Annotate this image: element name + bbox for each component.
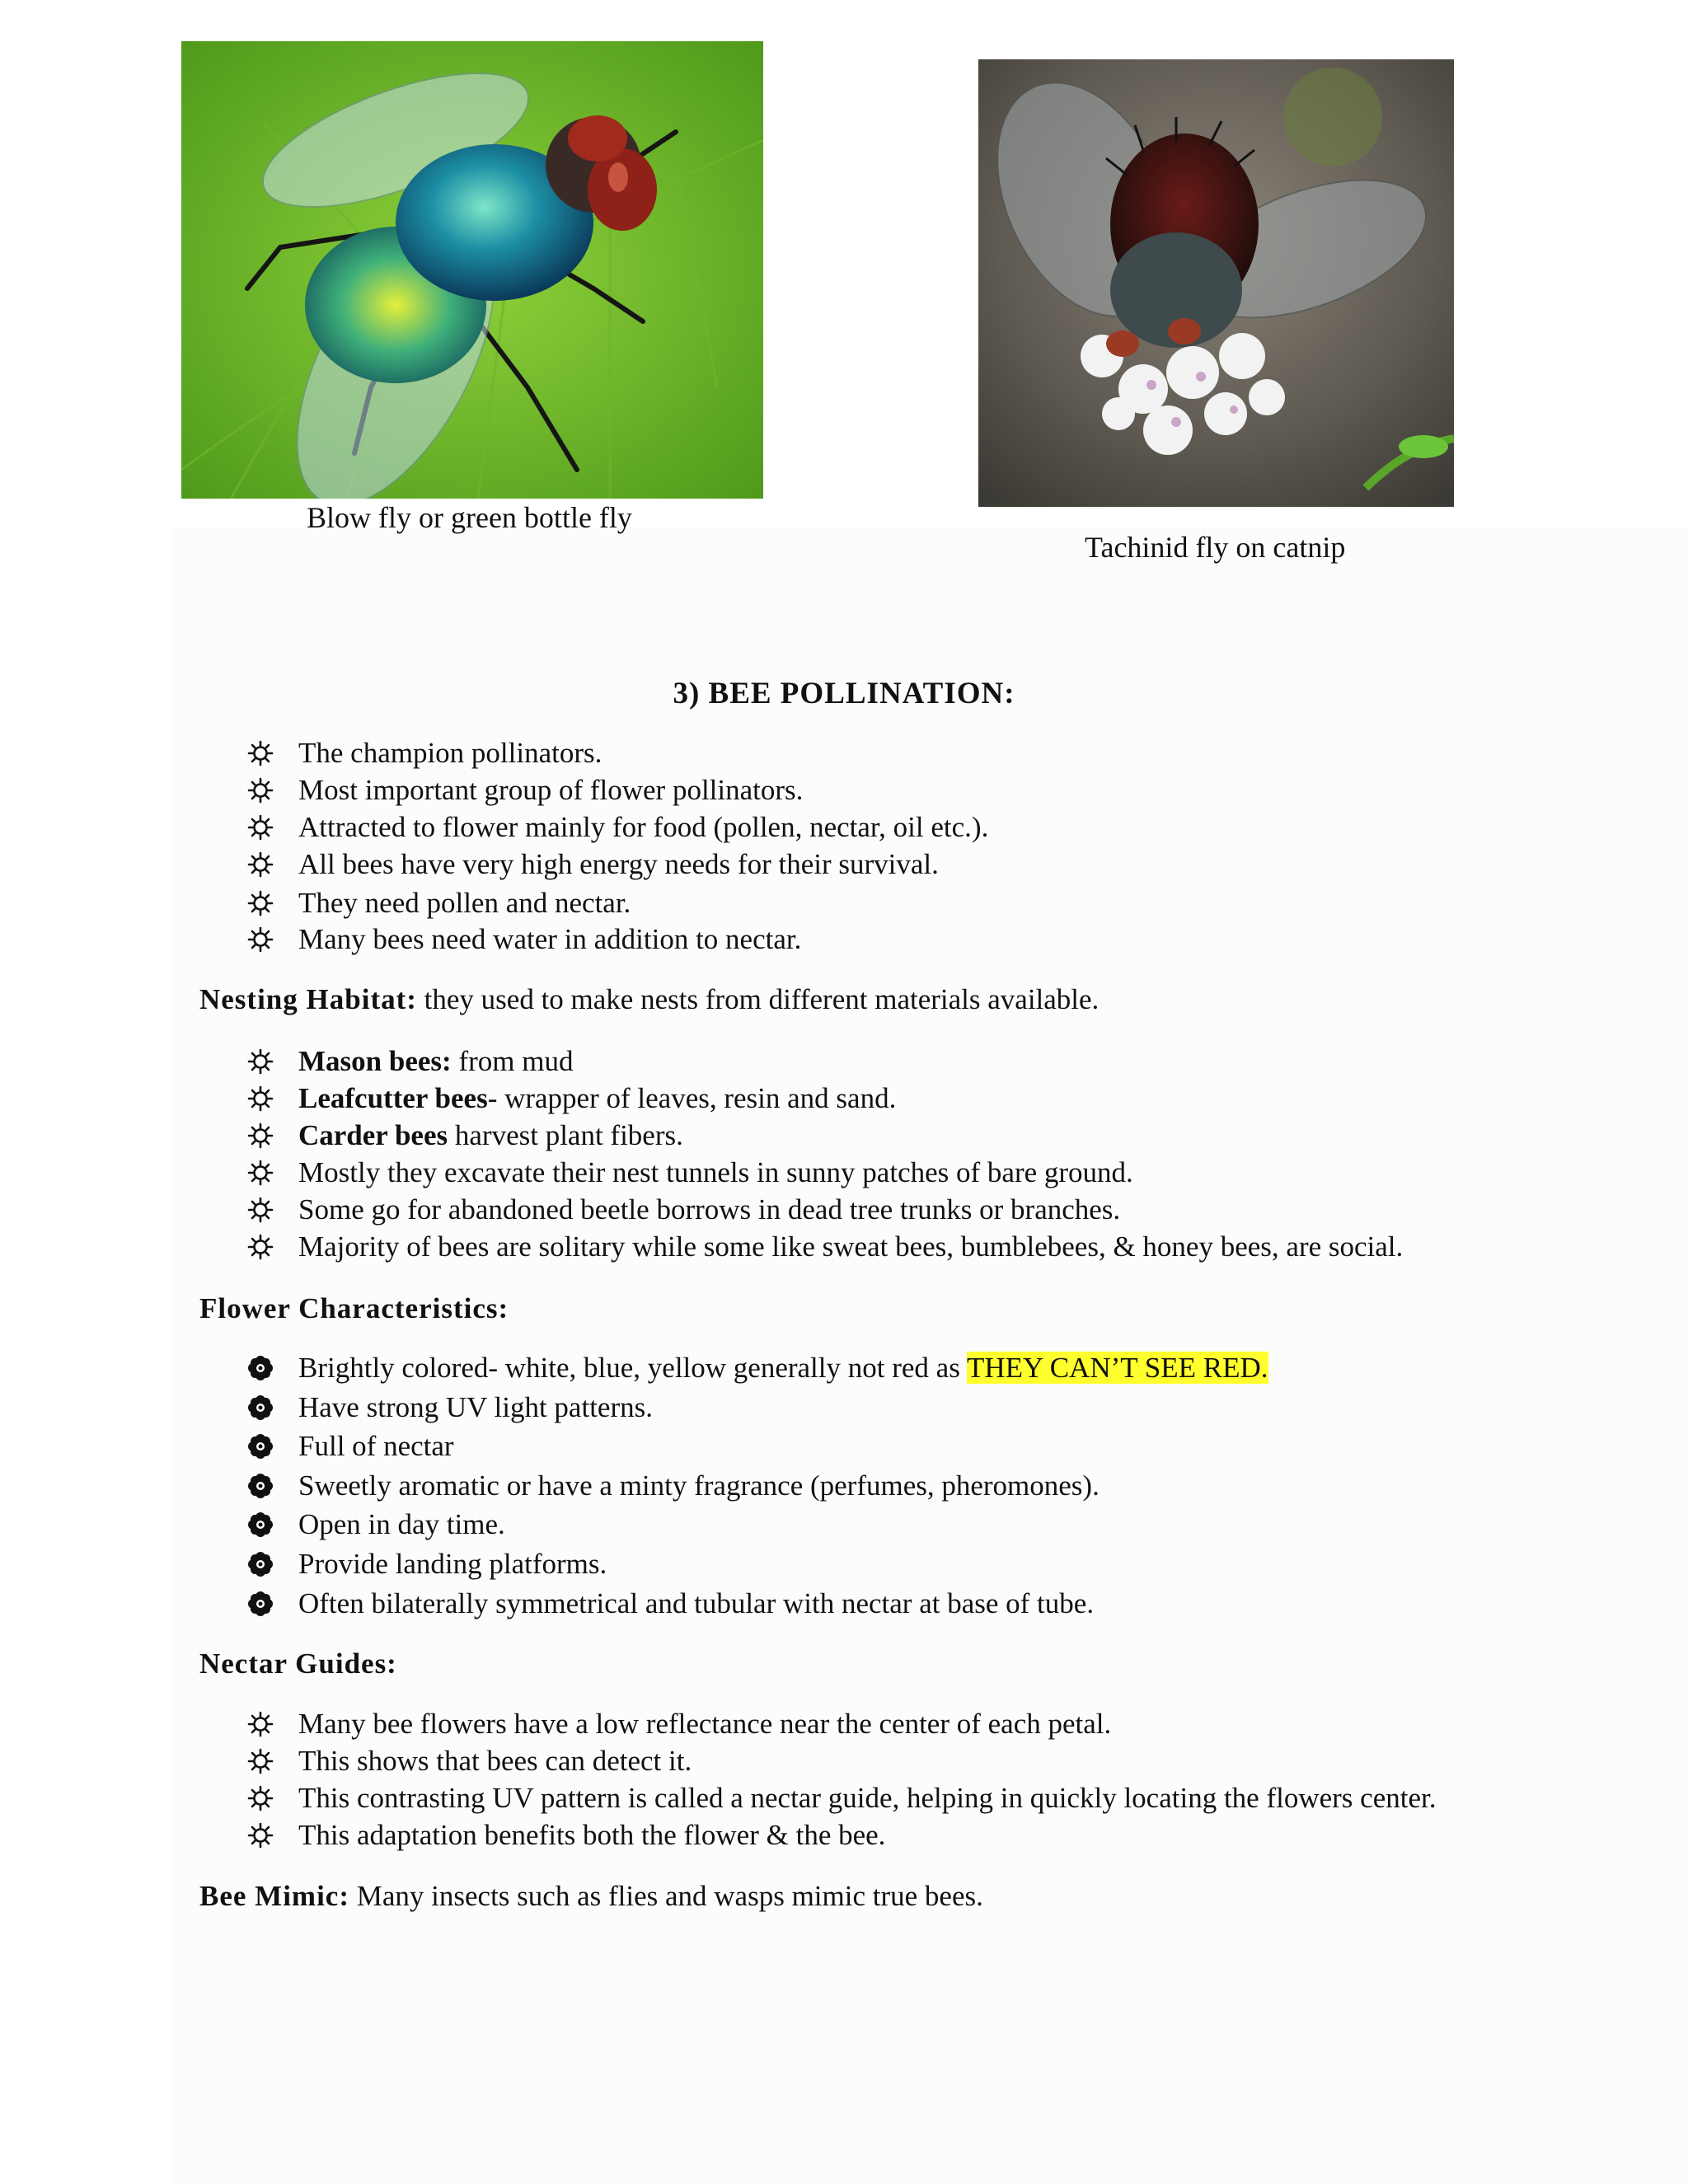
sun-outline-icon [247,890,274,916]
sun-outline-icon [247,1048,274,1075]
flower-filled-icon [247,1433,274,1460]
sun-outline-icon [247,1822,274,1849]
nesting-habitat-paragraph: Nesting Habitat: they used to make nests from different materials available. [199,983,1100,1015]
flower-filled-icon [247,1473,274,1499]
nectar-guides-heading: Nectar Guides: [199,1647,397,1680]
sun-outline-icon [247,1197,274,1223]
flower-filled-icon [247,1551,274,1577]
flower-filled-icon [247,1355,274,1381]
bee-mimic-paragraph: Bee Mimic: Many insects such as flies and wasps mimic true bees. [199,1880,983,1912]
flower-characteristics-heading: Flower Characteristics: [199,1292,509,1324]
sun-outline-icon [247,1711,274,1737]
flower-filled-icon [247,1591,274,1617]
section-title: 3) BEE POLLINATION: [673,677,1015,710]
flower-filled-icon [247,1394,274,1421]
sun-outline-icon [247,926,274,953]
sun-outline-icon [247,1748,274,1774]
sun-outline-icon [247,814,274,841]
sun-outline-icon [247,1785,274,1811]
sun-outline-icon [247,740,274,766]
highlighted-text: THEY CAN’T SEE RED. [966,1352,1268,1384]
blow-fly-caption: Blow fly or green bottle fly [307,501,632,534]
sun-outline-icon [247,1085,274,1112]
sun-outline-icon [247,851,274,878]
nesting-habitat-label: Nesting Habitat: [199,983,417,1015]
flower-filled-icon [247,1511,274,1538]
tachinid-fly-caption: Tachinid fly on catnip [1085,531,1346,564]
sun-outline-icon [247,1160,274,1186]
bee-mimic-label: Bee Mimic: [199,1880,349,1912]
blow-fly-photo [181,41,763,499]
sun-outline-icon [247,1122,274,1149]
sun-outline-icon [247,777,274,804]
sun-outline-icon [247,1234,274,1260]
tachinid-fly-photo [978,59,1454,507]
